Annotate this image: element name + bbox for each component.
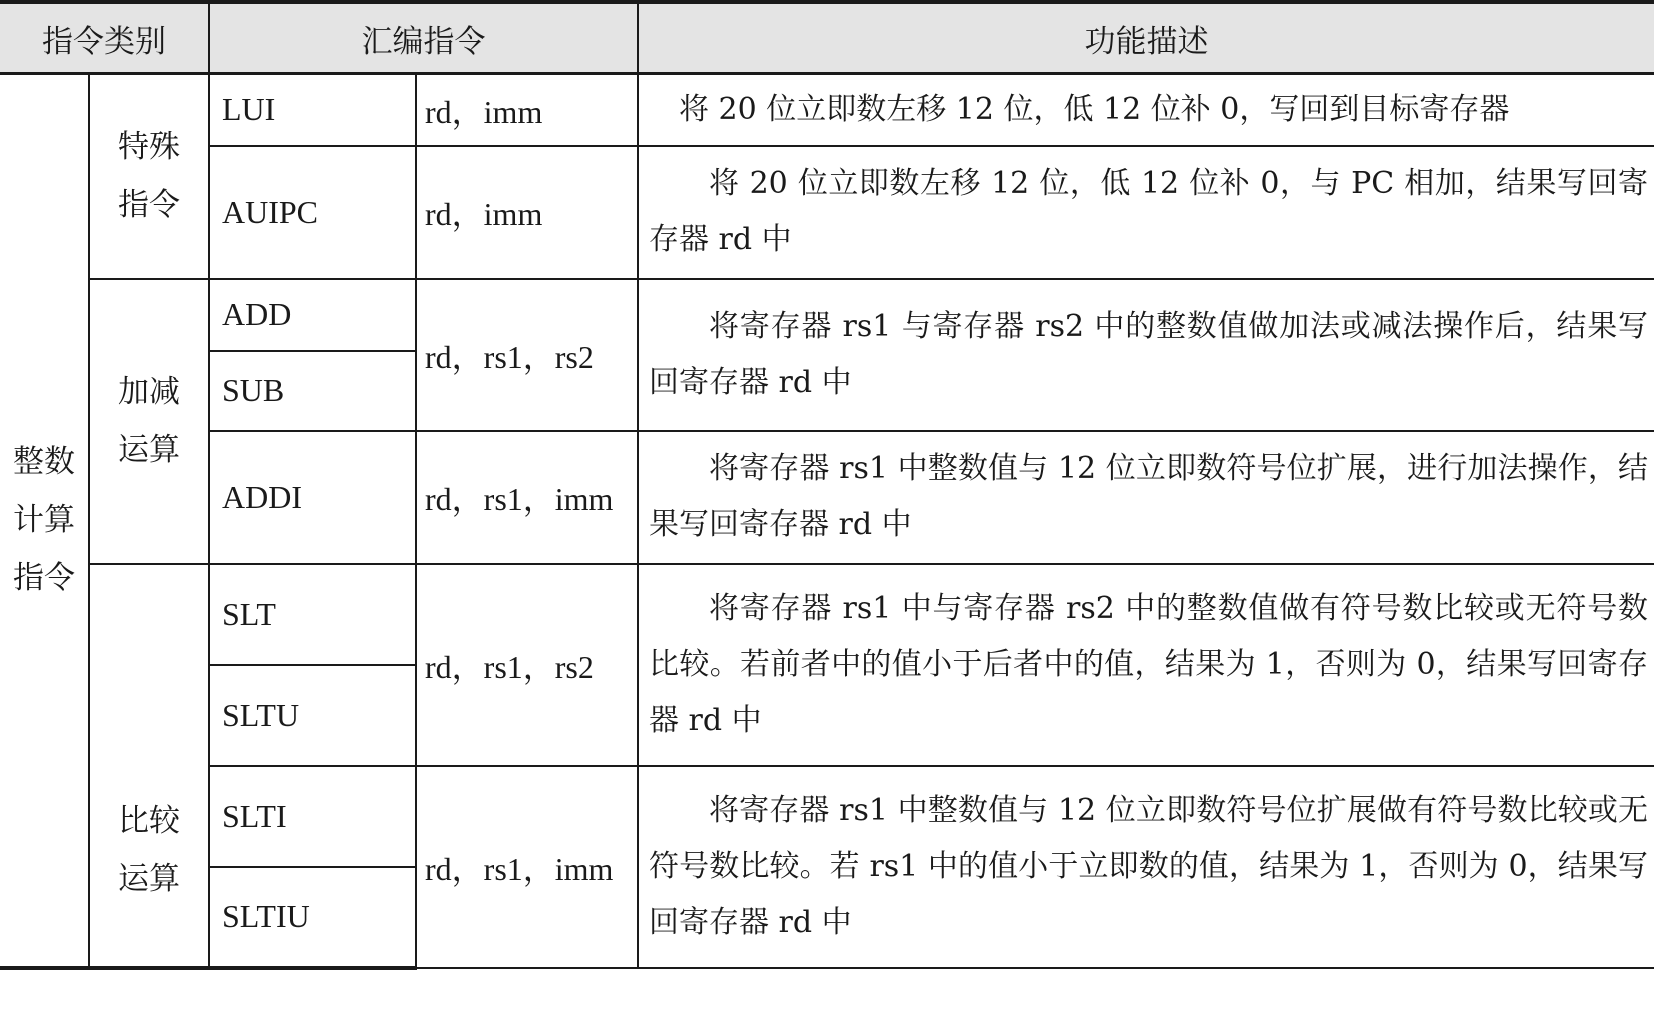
operands-add-sub: rd，rs1，rs2 — [416, 279, 638, 431]
instr-auipc: AUIPC — [209, 146, 416, 279]
instr-add: ADD — [209, 279, 416, 351]
desc-lui: 将 20 位立即数左移 12 位，低 12 位补 0，写回到目标寄存器 — [638, 74, 1654, 146]
instr-slt: SLT — [209, 564, 416, 665]
desc-auipc: 将 20 位立即数左移 12 位，低 12 位补 0，与 PC 相加，结果写回寄存器 rd 中 — [638, 146, 1654, 279]
instr-sltiu: SLTIU — [209, 867, 416, 968]
desc-add-sub: 将寄存器 rs1 与寄存器 rs2 中的整数值做加法或减法操作后，结果写回寄存器 rd 中 — [638, 279, 1654, 431]
main-category-label: 整数计算指令 — [13, 444, 75, 597]
operands-auipc: rd，imm — [416, 146, 638, 279]
instr-addi: ADDI — [209, 431, 416, 564]
table-row — [0, 766, 1654, 867]
desc-slt-sltu: 将寄存器 rs1 中与寄存器 rs2 中的整数值做有符号数比较或无符号数比较。若前者中的值小于后者中的值，结果为 1，否则为 0，结果写回寄存器 rd 中 — [638, 564, 1654, 766]
table-row — [0, 74, 1654, 146]
operands-slti-sltiu: rd，rs1，imm — [416, 766, 638, 968]
group-compare-label: 比较运算 — [118, 803, 180, 897]
instr-slti: SLTI — [209, 766, 416, 867]
table-header-row — [0, 2, 1654, 74]
main-category-cell — [0, 74, 89, 968]
table-row — [0, 146, 1654, 279]
operands-slt-sltu: rd，rs1，rs2 — [416, 564, 638, 766]
group-addsub-cell — [89, 279, 209, 564]
table-row — [0, 279, 1654, 351]
desc-slti-sltiu: 将寄存器 rs1 中整数值与 12 位立即数符号位扩展做有符号数比较或无符号数比较。若 rs1 中的值小于立即数的值，结果为 1，否则为 0，结果写回寄存器 rd 中 — [638, 766, 1654, 968]
group-special-cell — [89, 74, 209, 279]
group-special-label: 特殊指令 — [118, 129, 180, 224]
operands-addi: rd，rs1，imm — [416, 431, 638, 564]
operands-lui: rd，imm — [416, 74, 638, 146]
group-compare-cell — [89, 564, 209, 968]
group-addsub-label: 加减运算 — [118, 374, 180, 468]
instr-sltu: SLTU — [209, 665, 416, 766]
table-row — [0, 564, 1654, 665]
desc-addi: 将寄存器 rs1 中整数值与 12 位立即数符号位扩展，进行加法操作，结果写回寄存器 rd 中 — [638, 431, 1654, 564]
instr-sub: SUB — [209, 351, 416, 431]
header-function: 功能描述 — [638, 2, 1654, 74]
instr-lui: LUI — [209, 74, 416, 146]
table-row — [0, 431, 1654, 564]
header-asm: 汇编指令 — [209, 2, 638, 74]
header-category: 指令类别 — [0, 2, 209, 74]
